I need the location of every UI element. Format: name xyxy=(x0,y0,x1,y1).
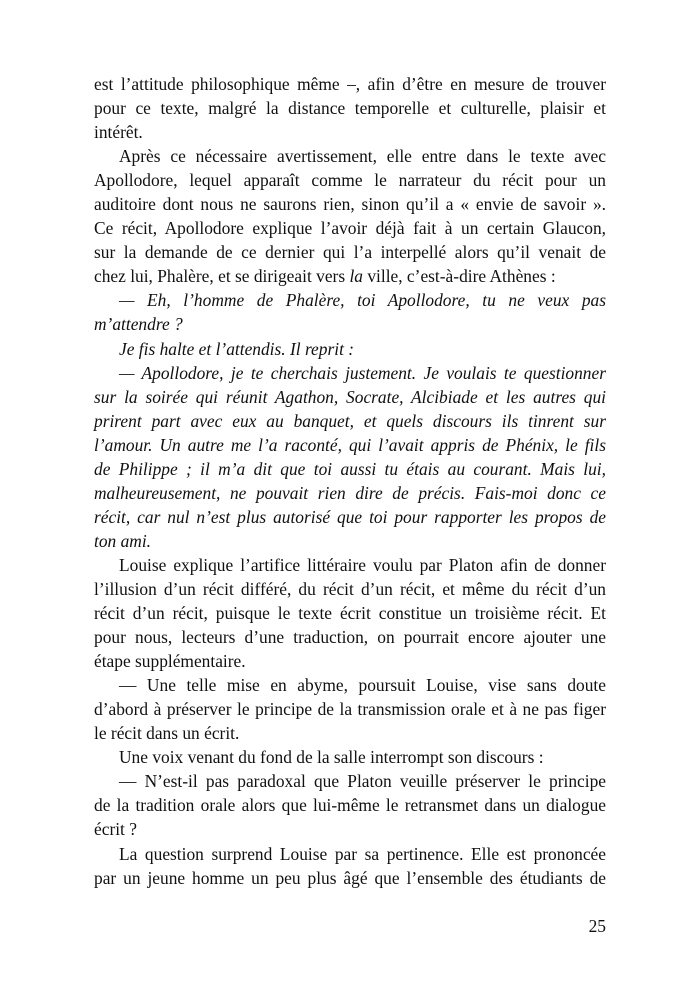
text-line: le récit dans un écrit. xyxy=(94,723,240,744)
text-line: intérêt. xyxy=(94,122,143,143)
paragraph xyxy=(94,72,606,144)
text-segment: ville, c’est-à-dire Athènes : xyxy=(362,266,556,287)
paragraph xyxy=(94,769,606,841)
paragraph xyxy=(94,144,606,288)
text-line: l’illusion d’un récit différé, du récit d’un récit, et même du récit d’un xyxy=(94,578,606,599)
text-line: récit d’un récit, puisque le texte écrit constitue un troisième récit. Et xyxy=(94,603,606,624)
page-number: 25 xyxy=(588,916,606,936)
page-body xyxy=(94,72,606,890)
paragraph xyxy=(94,553,606,673)
text-line: Ce récit, Apollodore explique l’avoir déjà fait à un certain Glaucon, xyxy=(94,218,606,239)
text-line: — N’est-il pas paradoxal que Platon veuille préserver le principe xyxy=(119,771,606,792)
paragraph xyxy=(94,842,606,890)
text-line: — Eh, l’homme de Phalère, toi Apollodore, tu ne veux pas xyxy=(119,290,606,311)
text-line: prirent part avec eux au banquet, et quels discours ils tinrent sur xyxy=(94,410,606,431)
text-line: Après ce nécessaire avertissement, elle entre dans le texte avec xyxy=(119,146,606,167)
text-line: de la tradition orale alors que lui-même le retransmet dans un dialogue xyxy=(94,795,606,816)
text-line: d’abord à préserver le principe de la transmission orale et à ne pas figer xyxy=(94,699,606,720)
text-line: Louise explique l’artifice littéraire voulu par Platon afin de donner xyxy=(119,554,606,575)
text-line: La question surprend Louise par sa pertinence. Elle est prononcée xyxy=(119,843,606,864)
paragraph xyxy=(94,745,606,769)
text-line: étape supplémentaire. xyxy=(94,651,246,672)
text-line: — Une telle mise en abyme, poursuit Louise, vise sans doute xyxy=(119,675,606,696)
italic-text: la xyxy=(349,266,363,287)
text-segment: chez lui, Phalère, et se dirigeait vers xyxy=(94,266,350,287)
text-line: sur la demande de ce dernier qui l’a interpellé alors qu’il venait de xyxy=(94,242,606,263)
text-line: récit, car nul n’est plus autorisé que toi pour rapporter les propos de xyxy=(94,506,606,527)
paragraph xyxy=(94,337,606,361)
text-line: l’amour. Un autre me l’a raconté, qui l’avait appris de Phénix, le fils xyxy=(94,434,606,455)
text-line: auditoire dont nous ne saurons rien, sinon qu’il a « envie de savoir ». xyxy=(94,194,606,215)
text-line: pour nous, lecteurs d’une traduction, on pourrait encore ajouter une xyxy=(94,627,606,648)
text-line: est l’attitude philosophique même –, afin d’être en mesure de trouver xyxy=(94,74,606,94)
text-line: ton ami. xyxy=(94,530,152,551)
paragraph xyxy=(94,361,606,553)
text-line: m’attendre ? xyxy=(94,314,183,335)
text-line: malheureusement, ne pouvait rien dire de précis. Fais-moi donc ce xyxy=(94,482,606,503)
text-line: écrit ? xyxy=(94,819,137,840)
text-line: par un jeune homme un peu plus âgé que l’ensemble des étudiants de xyxy=(94,867,606,888)
paragraph xyxy=(94,288,606,336)
text-line xyxy=(94,264,606,288)
text-line: Apollodore, lequel apparaît comme le narrateur du récit pour un xyxy=(94,170,606,191)
text-line: Une voix venant du fond de la salle interrompt son discours : xyxy=(119,747,544,768)
text-line: de Philippe ; il m’a dit que toi aussi tu étais au courant. Mais lui, xyxy=(94,458,606,479)
text-line: sur la soirée qui réunit Agathon, Socrate, Alcibiade et les autres qui xyxy=(94,386,606,407)
text-line: — Apollodore, je te cherchais justement. Je voulais te questionner xyxy=(119,362,606,383)
text-line: pour ce texte, malgré la distance temporelle et culturelle, plaisir et xyxy=(94,98,606,119)
text-line: Je fis halte et l’attendis. Il reprit : xyxy=(119,338,355,359)
paragraph xyxy=(94,673,606,745)
